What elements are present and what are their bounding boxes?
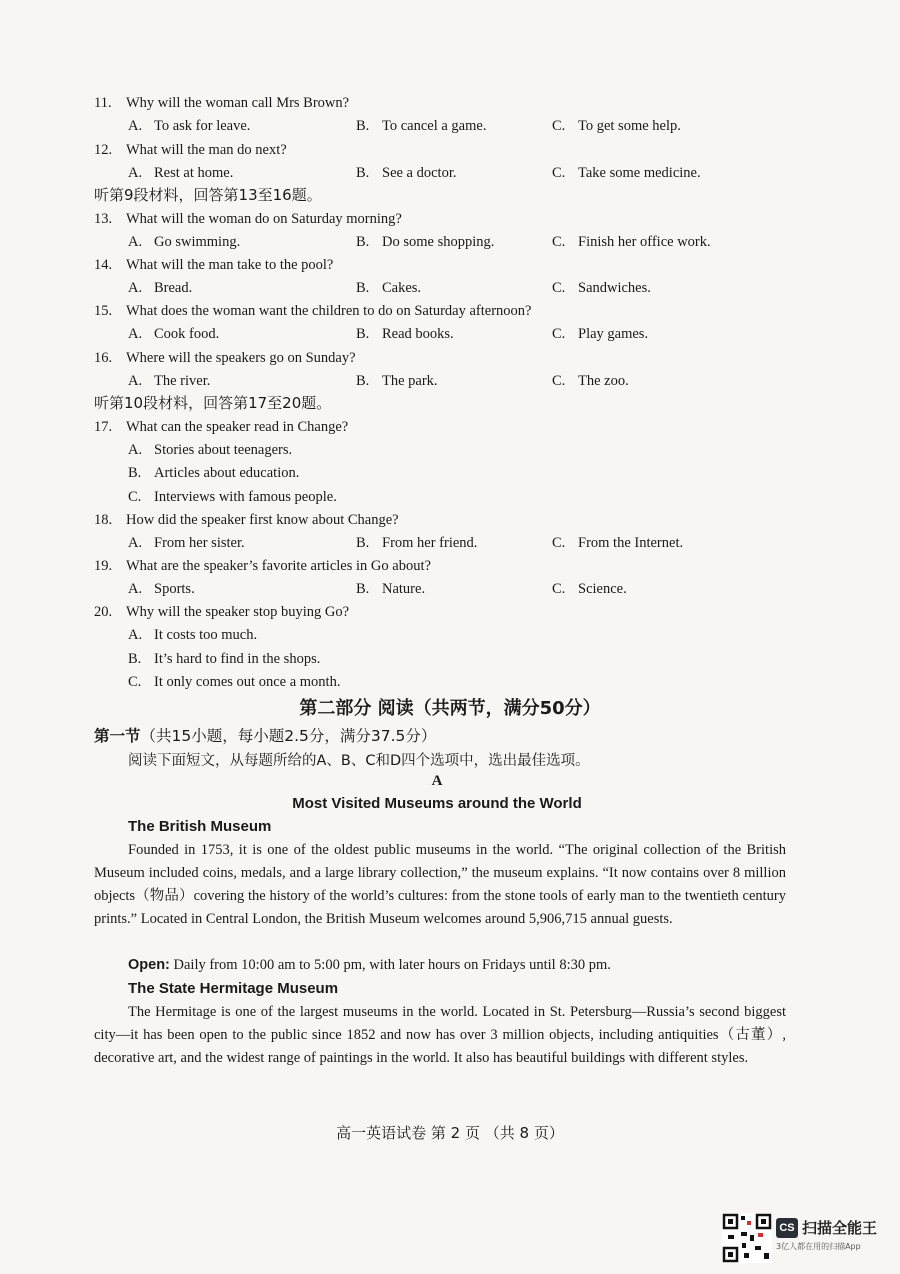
- question-text: Where will the speakers go on Sunday?: [126, 350, 356, 366]
- listening-instruction-seg9: 听第9段材料，回答第13至16题。: [94, 186, 322, 204]
- cs-logo-icon: CS: [776, 1218, 798, 1238]
- question-11: [94, 94, 349, 112]
- passage-title: Most Visited Museums around the World: [292, 795, 582, 812]
- question-number: 14.: [94, 257, 113, 273]
- question-number: 13.: [94, 211, 113, 227]
- question-19: [94, 557, 431, 575]
- reading-directions: 阅读下面短文，从每题所给的A、B、C和D四个选项中，选出最佳选项。: [128, 753, 590, 769]
- option-a: A. To ask for leave.: [128, 118, 251, 134]
- section-one-scoring: （共15小题，每小题2.5分，满分37.5分）: [140, 727, 437, 745]
- question-text: What can the speaker read in Change?: [126, 419, 349, 435]
- option-b: B. It’s hard to find in the shops.: [128, 651, 321, 667]
- question-number: 17.: [94, 419, 113, 435]
- question-16: [94, 349, 356, 367]
- option-b: B. Do some shopping.: [356, 234, 495, 250]
- question-15: [94, 302, 531, 320]
- option-a: A. Sports.: [128, 581, 195, 597]
- page-footer: 高一英语试卷 第 2 页 （共 8 页）: [336, 1124, 564, 1142]
- option-a: A. From her sister.: [128, 535, 245, 551]
- option-b: B. Cakes.: [356, 280, 422, 296]
- option-c: C. To get some help.: [552, 118, 681, 134]
- qr-code-icon: [722, 1213, 772, 1263]
- question-number: 19.: [94, 558, 113, 574]
- scanner-tagline: 3亿人都在用的扫描App: [776, 1242, 861, 1251]
- option-c: C. Science.: [552, 581, 627, 597]
- option-c: C. Interviews with famous people.: [128, 489, 337, 505]
- section-one-heading: [94, 724, 436, 746]
- option-b: B. Articles about education.: [128, 465, 300, 481]
- option-a: A. Rest at home.: [128, 165, 234, 181]
- section-one-label: 第一节: [94, 727, 141, 745]
- question-number: 15.: [94, 303, 113, 319]
- scanner-brand: [776, 1217, 877, 1252]
- option-b: B. Read books.: [356, 326, 454, 342]
- option-a: A. Cook food.: [128, 326, 220, 342]
- question-number: 16.: [94, 350, 113, 366]
- option-c: C. Finish her office work.: [552, 234, 711, 250]
- option-c: C. Play games.: [552, 326, 649, 342]
- listening-instruction-seg10: 听第10段材料，回答第17至20题。: [94, 394, 332, 412]
- option-b: B. See a doctor.: [356, 165, 457, 181]
- question-17: [94, 418, 348, 436]
- option-a: A. Stories about teenagers.: [128, 442, 293, 458]
- option-b: B. The park.: [356, 373, 438, 389]
- question-14: [94, 256, 333, 274]
- passage-letter: A: [431, 773, 443, 789]
- question-number: 12.: [94, 142, 113, 158]
- option-b: B. From her friend.: [356, 535, 478, 551]
- opening-hours: [128, 957, 611, 974]
- opening-hours-text: Daily from 10:00 am to 5:00 pm, with later hours on Fridays until 8:30 pm.: [169, 957, 611, 973]
- option-c: C. Sandwiches.: [552, 280, 651, 296]
- question-text: Why will the woman call Mrs Brown?: [126, 95, 350, 111]
- question-text: What will the man take to the pool?: [126, 257, 334, 273]
- scanner-app-name: 扫描全能王: [802, 1219, 878, 1237]
- option-a: A. Bread.: [128, 280, 193, 296]
- option-a: A. It costs too much.: [128, 627, 258, 643]
- question-13: [94, 210, 402, 228]
- option-b: B. Nature.: [356, 581, 426, 597]
- option-c: C. From the Internet.: [552, 535, 684, 551]
- question-12: [94, 141, 287, 159]
- option-c: C. Take some medicine.: [552, 165, 701, 181]
- hermitage-heading: The State Hermitage Museum: [128, 980, 339, 997]
- part-two-title: 第二部分 阅读（共两节，满分50分）: [299, 698, 601, 719]
- opening-hours-label: Open:: [128, 957, 170, 973]
- british-museum-paragraph: Founded in 1753, it is one of the oldest public museums in the world. “The original collection of the British Museum included coins, medals, and a large library collection,” the museum explains. “It now contains over 8 million objects（物品）covering the history of the world’s cultures: from the stone tools of early man to the twentieth century prints.” Located in Central London, the British Museum welcomes around 5,906,715 annual guests.: [94, 842, 786, 927]
- question-text: What will the man do next?: [126, 142, 287, 158]
- option-a: A. The river.: [128, 373, 211, 389]
- option-a: A. Go swimming.: [128, 234, 241, 250]
- question-text: Why will the speaker stop buying Go?: [126, 604, 350, 620]
- option-c: C. The zoo.: [552, 373, 629, 389]
- british-museum-heading: The British Museum: [128, 818, 272, 835]
- option-b: B. To cancel a game.: [356, 118, 487, 134]
- question-text: What are the speaker’s favorite articles in Go about?: [126, 558, 431, 574]
- question-text: What does the woman want the children to do on Saturday afternoon?: [126, 303, 532, 319]
- question-text: How did the speaker first know about Change?: [126, 512, 399, 528]
- question-number: 20.: [94, 604, 113, 620]
- question-18: [94, 511, 399, 529]
- hermitage-paragraph: The Hermitage is one of the largest museums in the world. Located in St. Petersburg—Russia’s second biggest city—it has been open to the public since 1852 and now has over 3 million objects, including antiquities（古董）, decorative art, and the widest range of paintings in the world. It also has beautiful buildings with different styles.: [94, 1004, 786, 1066]
- option-c: C. It only comes out once a month.: [128, 674, 341, 690]
- question-20: [94, 603, 349, 621]
- question-number: 11.: [94, 95, 112, 111]
- question-text: What will the woman do on Saturday morning?: [126, 211, 402, 227]
- question-number: 18.: [94, 512, 113, 528]
